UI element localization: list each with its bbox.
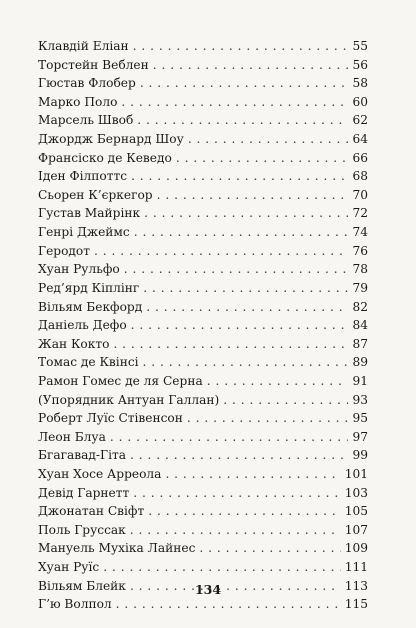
- toc-entry-title: Іден Філпоттс: [38, 169, 128, 184]
- toc-entry: [38, 539, 368, 558]
- toc-entry-page: 84: [352, 318, 368, 333]
- toc-entry-title: Даніель Дефо: [38, 318, 127, 333]
- dot-leader: [223, 391, 348, 410]
- toc-entry-page: 111: [344, 560, 368, 575]
- toc-entry-title: Хуан Рульфо: [38, 262, 120, 277]
- dot-leader: [121, 93, 348, 112]
- toc-entry-title: Девід Гарнетт: [38, 485, 130, 500]
- toc-entry-page: 70: [352, 187, 368, 202]
- toc-entry: [38, 595, 368, 614]
- toc-entry-page: 89: [352, 355, 368, 370]
- toc-entry: [38, 372, 368, 391]
- toc-entry: [38, 391, 368, 410]
- toc-entry-title: Торстейн Веблен: [38, 57, 149, 72]
- dot-leader: [130, 446, 348, 465]
- toc-entry-title: Томас де Квінсі: [38, 355, 139, 370]
- toc-entry: [38, 428, 368, 447]
- dot-leader: [187, 409, 349, 428]
- dot-leader: [133, 484, 341, 503]
- toc-entry-title: Рамон Гомес де ля Серна: [38, 373, 203, 388]
- toc-entry-title: Хуан Хосе Арреола: [38, 467, 162, 482]
- toc-entry-page: 115: [344, 597, 368, 612]
- toc-entry-title: Франсіско де Кеведо: [38, 150, 172, 165]
- toc-entry-title: Марко Поло: [38, 94, 118, 109]
- toc-entry-title: Мануель Мухіка Лайнес: [38, 541, 196, 556]
- toc-entry-page: 91: [352, 373, 368, 388]
- toc-entry-page: 76: [352, 243, 368, 258]
- toc-entry-page: 97: [352, 429, 368, 444]
- dot-leader: [140, 74, 349, 93]
- toc-entry-title: Бгагавад-Гіта: [38, 448, 126, 463]
- dot-leader: [103, 558, 341, 577]
- toc-entry-page: 78: [352, 262, 368, 277]
- dot-leader: [130, 521, 341, 540]
- dot-leader: [116, 595, 341, 614]
- toc-entry: [38, 298, 368, 317]
- toc-entry-page: 99: [352, 448, 368, 463]
- toc-entry-page: 87: [352, 336, 368, 351]
- toc-entry-title: Гюстав Флобер: [38, 76, 136, 91]
- toc-entry: [38, 446, 368, 465]
- toc-entry: [38, 521, 368, 540]
- toc-entry: [38, 335, 368, 354]
- toc-entry-page: 60: [352, 94, 368, 109]
- toc-entry-page: 109: [344, 541, 368, 556]
- toc-entry-title: Роберт Луїс Стівенсон: [38, 411, 183, 426]
- dot-leader: [148, 502, 341, 521]
- toc-entry-page: 56: [352, 57, 368, 72]
- toc-entry-page: 66: [352, 150, 368, 165]
- toc-entry: [38, 149, 368, 168]
- dot-leader: [188, 130, 349, 149]
- toc-entry-title: Жан Кокто: [38, 336, 110, 351]
- toc-entry-page: 103: [344, 485, 368, 500]
- toc-entry: [38, 279, 368, 298]
- toc-entry-page: 93: [352, 392, 368, 407]
- toc-entry: [38, 74, 368, 93]
- toc-entry: [38, 316, 368, 335]
- dot-leader: [207, 372, 349, 391]
- toc-entry-page: 55: [352, 39, 368, 53]
- toc-entry: [38, 223, 368, 242]
- toc-entry: [38, 37, 368, 56]
- dot-leader: [137, 111, 348, 130]
- toc-entry-page: 62: [352, 113, 368, 128]
- toc-entry: [38, 353, 368, 372]
- dot-leader: [134, 223, 349, 242]
- toc-entry-title: Хуан Руїс: [38, 560, 100, 575]
- toc-entry: [38, 93, 368, 112]
- toc-entry-title: Клавдій Еліан: [38, 39, 129, 53]
- toc-entry-page: 68: [352, 169, 368, 184]
- toc-entry: [38, 242, 368, 261]
- dot-leader: [143, 279, 348, 298]
- toc-entry-title: Генрі Джеймс: [38, 225, 130, 240]
- dot-leader: [157, 186, 349, 205]
- toc-entry-page: 113: [344, 578, 368, 593]
- dot-leader: [146, 298, 348, 317]
- toc-entry-title: Вільям Бекфорд: [38, 299, 143, 314]
- toc-entry: [38, 260, 368, 279]
- toc-entry-page: 58: [352, 76, 368, 91]
- toc-entry-title: Джонатан Свіфт: [38, 504, 145, 519]
- dot-leader: [124, 260, 349, 279]
- toc-entry: [38, 130, 368, 149]
- toc-entry-page: 79: [352, 280, 368, 295]
- toc-entry: [38, 484, 368, 503]
- toc-entry: [38, 558, 368, 577]
- toc-entry: [38, 111, 368, 130]
- toc-entry-page: 64: [352, 132, 368, 147]
- toc-entry-title: Геродот: [38, 243, 91, 258]
- toc-entry: [38, 465, 368, 484]
- toc-entry-title: Г’ю Волпол: [38, 597, 112, 612]
- toc-entry: [38, 56, 368, 75]
- toc-entry: [38, 502, 368, 521]
- toc-entry-title: Вільям Блейк: [38, 578, 126, 593]
- dot-leader: [113, 335, 348, 354]
- toc-entry-title: (Упорядник Антуан Галлан): [38, 392, 220, 407]
- page-number: 134: [194, 582, 222, 597]
- toc-entry-page: 107: [344, 522, 368, 537]
- dot-leader: [131, 316, 349, 335]
- toc-entry: [38, 167, 368, 186]
- table-of-contents: [38, 37, 368, 614]
- dot-leader: [153, 56, 349, 75]
- dot-leader: [94, 242, 348, 261]
- dot-leader: [176, 149, 349, 168]
- toc-entry-page: 74: [352, 225, 368, 240]
- dot-leader: [199, 539, 340, 558]
- toc-entry-title: Леон Блуа: [38, 429, 106, 444]
- dot-leader: [143, 353, 349, 372]
- toc-entry-page: 105: [344, 504, 368, 519]
- toc-entry-title: Сьорен К’єркегор: [38, 187, 153, 202]
- toc-entry-page: 72: [352, 206, 368, 221]
- toc-entry-page: 82: [352, 299, 368, 314]
- toc-entry-title: Густав Майрінк: [38, 206, 141, 221]
- toc-entry-title: Джордж Бернард Шоу: [38, 132, 184, 147]
- toc-entry: [38, 204, 368, 223]
- toc-entry-page: 101: [344, 467, 368, 482]
- toc-entry: [38, 186, 368, 205]
- toc-entry-title: Ред’ярд Кіплінг: [38, 280, 140, 295]
- dot-leader: [110, 428, 349, 447]
- dot-leader: [131, 167, 348, 186]
- toc-entry-title: Марсель Швоб: [38, 113, 134, 128]
- dot-leader: [144, 204, 348, 223]
- toc-entry-page: 95: [352, 411, 368, 426]
- toc-entry-title: Поль Груссак: [38, 522, 126, 537]
- toc-entry: [38, 409, 368, 428]
- dot-leader: [133, 37, 349, 56]
- dot-leader: [165, 465, 340, 484]
